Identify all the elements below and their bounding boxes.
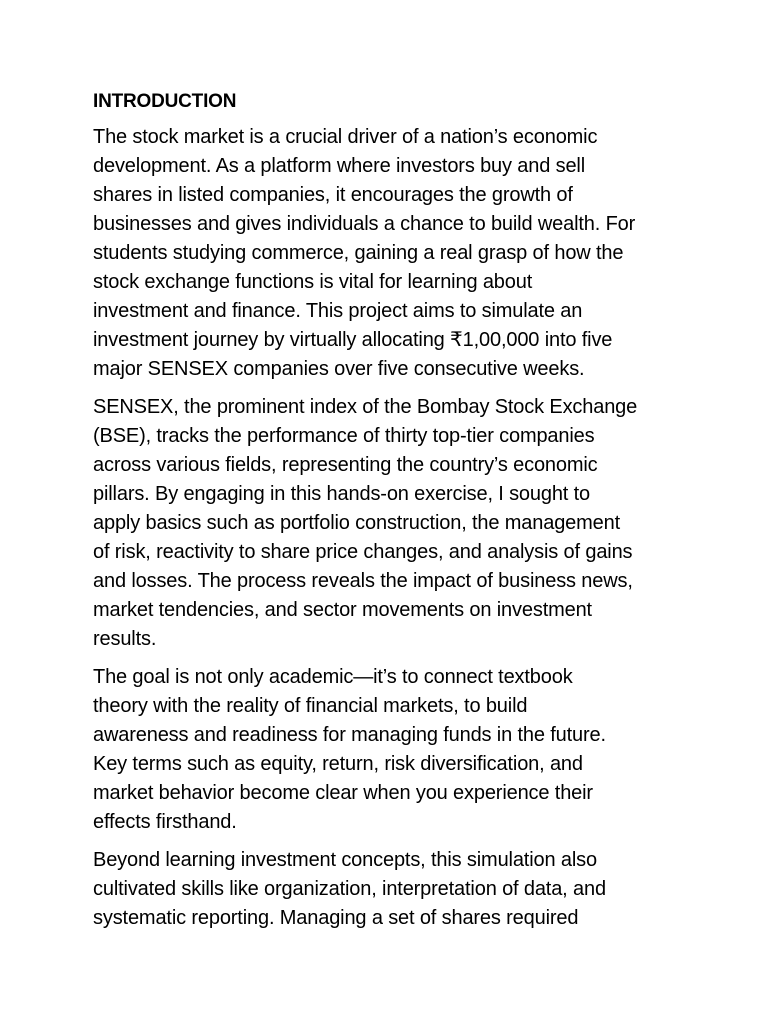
text-line: major SENSEX companies over five consecutive weeks. [93, 358, 585, 380]
paragraph-3 [93, 663, 678, 837]
text-line: systematic reporting. Managing a set of shares required [93, 907, 579, 929]
text-line: theory with the reality of financial markets, to build [93, 695, 528, 717]
text-line: across various fields, representing the country’s economic [93, 454, 598, 476]
text-line: Key terms such as equity, return, risk diversification, and [93, 753, 583, 775]
text-line: The stock market is a crucial driver of a nation’s economic [93, 126, 598, 148]
text-line: shares in listed companies, it encourages the growth of [93, 184, 573, 206]
text-line: and losses. The process reveals the impact of business news, [93, 570, 633, 592]
text-line: effects firsthand. [93, 811, 237, 833]
text-line: SENSEX, the prominent index of the Bombay Stock Exchange [93, 396, 638, 418]
text-line: results. [93, 628, 157, 650]
text-line: Beyond learning investment concepts, this simulation also [93, 849, 597, 871]
text-line: awareness and readiness for managing funds in the future. [93, 724, 606, 746]
text-line: (BSE), tracks the performance of thirty top-tier companies [93, 425, 595, 447]
paragraph-4 [93, 846, 678, 933]
text-line: market behavior become clear when you experience their [93, 782, 593, 804]
paragraph-1 [93, 123, 678, 384]
paragraph-2 [93, 393, 678, 654]
text-line: businesses and gives individuals a chance to build wealth. For [93, 213, 636, 235]
text-line: The goal is not only academic—it’s to connect textbook [93, 666, 573, 688]
text-line: cultivated skills like organization, interpretation of data, and [93, 878, 606, 900]
text-line: apply basics such as portfolio construction, the management [93, 512, 620, 534]
text-line: pillars. By engaging in this hands-on exercise, I sought to [93, 483, 590, 505]
text-line: stock exchange functions is vital for learning about [93, 271, 533, 293]
text-line: investment journey by virtually allocating ₹1,00,000 into five [93, 329, 613, 351]
text-line: investment and finance. This project aims to simulate an [93, 300, 583, 322]
text-line: of risk, reactivity to share price changes, and analysis of gains [93, 541, 633, 563]
section-heading: INTRODUCTION [93, 91, 237, 112]
text-line: students studying commerce, gaining a real grasp of how the [93, 242, 624, 264]
text-line: market tendencies, and sector movements on investment [93, 599, 592, 621]
text-line: development. As a platform where investors buy and sell [93, 155, 586, 177]
